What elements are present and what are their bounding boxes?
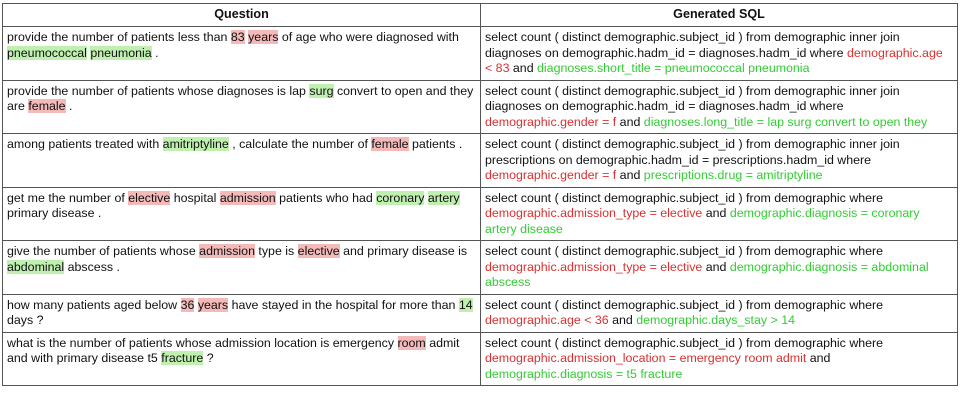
text-segment: select count ( distinct demographic.subject_id ) from demographic where — [485, 335, 884, 350]
text-segment: ? — [203, 351, 214, 365]
table-row — [3, 80, 958, 134]
red-highlight: elective — [128, 190, 171, 205]
results-table — [2, 3, 958, 386]
sql-cell — [481, 294, 958, 332]
table-row — [3, 27, 958, 81]
text-segment: and — [616, 114, 644, 129]
text-segment: how many patients aged below — [7, 297, 181, 312]
question-cell — [3, 332, 481, 386]
green-clause: demographic.days_stay > 14 — [636, 313, 795, 327]
text-segment: and — [702, 259, 730, 274]
question-cell — [3, 294, 481, 332]
text-segment: select count ( distinct demographic.subject_id ) from demographic where — [485, 244, 884, 258]
green-clause: demographic.diagnosis = t5 fracture — [485, 366, 683, 381]
red-highlight: admission — [199, 244, 255, 258]
green-clause: diagnoses.short_title = pneumococcal pneumonia — [537, 61, 810, 75]
sql-cell — [481, 134, 958, 188]
sql-column-header: Generated SQL — [481, 4, 958, 27]
red-highlight: female — [28, 99, 66, 113]
text-segment: and — [806, 351, 831, 365]
green-highlight: fracture — [161, 351, 204, 365]
text-segment: provide the number of patients whose diagnoses is lap — [7, 83, 310, 98]
text-segment: select count ( distinct demographic.subject_id ) from demographic where — [485, 297, 884, 312]
sql-cell — [481, 187, 958, 241]
text-segment: what is the number of patients whose admission location is emergency — [7, 335, 398, 350]
question-cell — [3, 187, 481, 241]
text-segment: and — [616, 168, 644, 182]
text-segment: hospital — [170, 190, 220, 205]
text-segment: and — [608, 313, 637, 327]
green-highlight: pneumococcal — [7, 45, 87, 60]
question-cell — [3, 27, 481, 81]
question-cell — [3, 80, 481, 134]
text-segment: days ? — [7, 313, 44, 327]
table-row — [3, 294, 958, 332]
green-clause: demographic.diagnosis = abdominal abscess — [485, 259, 929, 289]
text-segment: convert to open and they are — [7, 83, 474, 113]
text-segment: , calculate the number of — [228, 137, 372, 151]
red-clause: demographic.gender = f — [485, 168, 617, 182]
text-segment: patients who had — [275, 190, 377, 205]
red-clause: demographic.gender = f — [485, 114, 617, 129]
green-highlight: abdominal — [7, 259, 65, 274]
sql-cell — [481, 241, 958, 295]
text-segment: select count ( distinct demographic.subject_id ) from demographic inner join prescriptions on demographic.hadm_id = prescriptions.hadm_id where — [485, 137, 900, 167]
table-row — [3, 187, 958, 241]
green-highlight: 14 — [458, 297, 473, 312]
text-segment: of age who were diagnosed with — [278, 30, 459, 44]
text-segment: select count ( distinct demographic.subject_id ) from demographic inner join diagnoses on demographic.hadm_id = diagnoses.hadm_id where — [485, 83, 900, 113]
text-segment: patients . — [408, 137, 463, 151]
text-segment: abscess . — [64, 259, 120, 274]
sql-cell — [481, 332, 958, 386]
text-segment: among patients treated with — [7, 137, 163, 151]
sql-cell — [481, 27, 958, 81]
green-highlight: surg — [309, 83, 334, 98]
red-clause: demographic.admission_type = elective — [485, 259, 703, 274]
red-highlight: admission — [219, 190, 276, 205]
red-highlight: years — [197, 297, 229, 312]
text-segment: select count ( distinct demographic.subject_id ) from demographic where — [485, 190, 884, 205]
text-segment: select count ( distinct demographic.subject_id ) from demographic inner join diagnoses on demographic.hadm_id = diagnoses.hadm_id where — [485, 30, 900, 60]
green-highlight: amitriptyline — [162, 137, 229, 151]
red-highlight: room — [397, 335, 426, 350]
green-highlight: coronary — [376, 190, 425, 205]
red-highlight: 36 — [180, 297, 195, 312]
green-clause: demographic.diagnosis = coronary artery disease — [485, 206, 920, 236]
red-clause: demographic.admission_location = emergency room admit — [485, 351, 807, 365]
question-cell — [3, 241, 481, 295]
text-segment: admit and with primary disease t5 — [7, 335, 460, 365]
green-highlight: artery — [427, 190, 460, 205]
red-clause: demographic.age < 83 — [485, 45, 943, 75]
red-clause: demographic.admission_type = elective — [485, 206, 703, 220]
table-body — [3, 27, 958, 386]
red-highlight: years — [248, 30, 279, 44]
green-clause: diagnoses.long_title = lap surg convert to open they — [643, 114, 928, 129]
question-cell — [3, 134, 481, 188]
text-segment: type is — [254, 244, 298, 258]
text-segment: . — [65, 99, 73, 113]
text-segment: give the number of patients whose — [7, 244, 200, 258]
red-highlight: female — [371, 137, 409, 151]
text-segment: primary disease . — [7, 206, 102, 220]
table-row — [3, 134, 958, 188]
green-clause: prescriptions.drug = amitriptyline — [643, 168, 823, 182]
text-segment: have stayed in the hospital for more than — [228, 297, 459, 312]
text-segment: and — [509, 61, 538, 75]
text-segment: get me the number of — [7, 190, 129, 205]
red-highlight: 83 — [230, 30, 245, 44]
table-row — [3, 332, 958, 386]
text-segment: . — [151, 45, 159, 60]
text-segment: provide the number of patients less than — [7, 30, 231, 44]
table-row — [3, 241, 958, 295]
question-column-header: Question — [3, 4, 481, 27]
header-row — [3, 4, 958, 27]
text-segment: and primary disease is — [339, 244, 468, 258]
sql-cell — [481, 80, 958, 134]
red-highlight: elective — [297, 244, 340, 258]
green-highlight: pneumonia — [90, 45, 152, 60]
text-segment: and — [702, 206, 730, 220]
red-clause: demographic.age < 36 — [485, 313, 609, 327]
